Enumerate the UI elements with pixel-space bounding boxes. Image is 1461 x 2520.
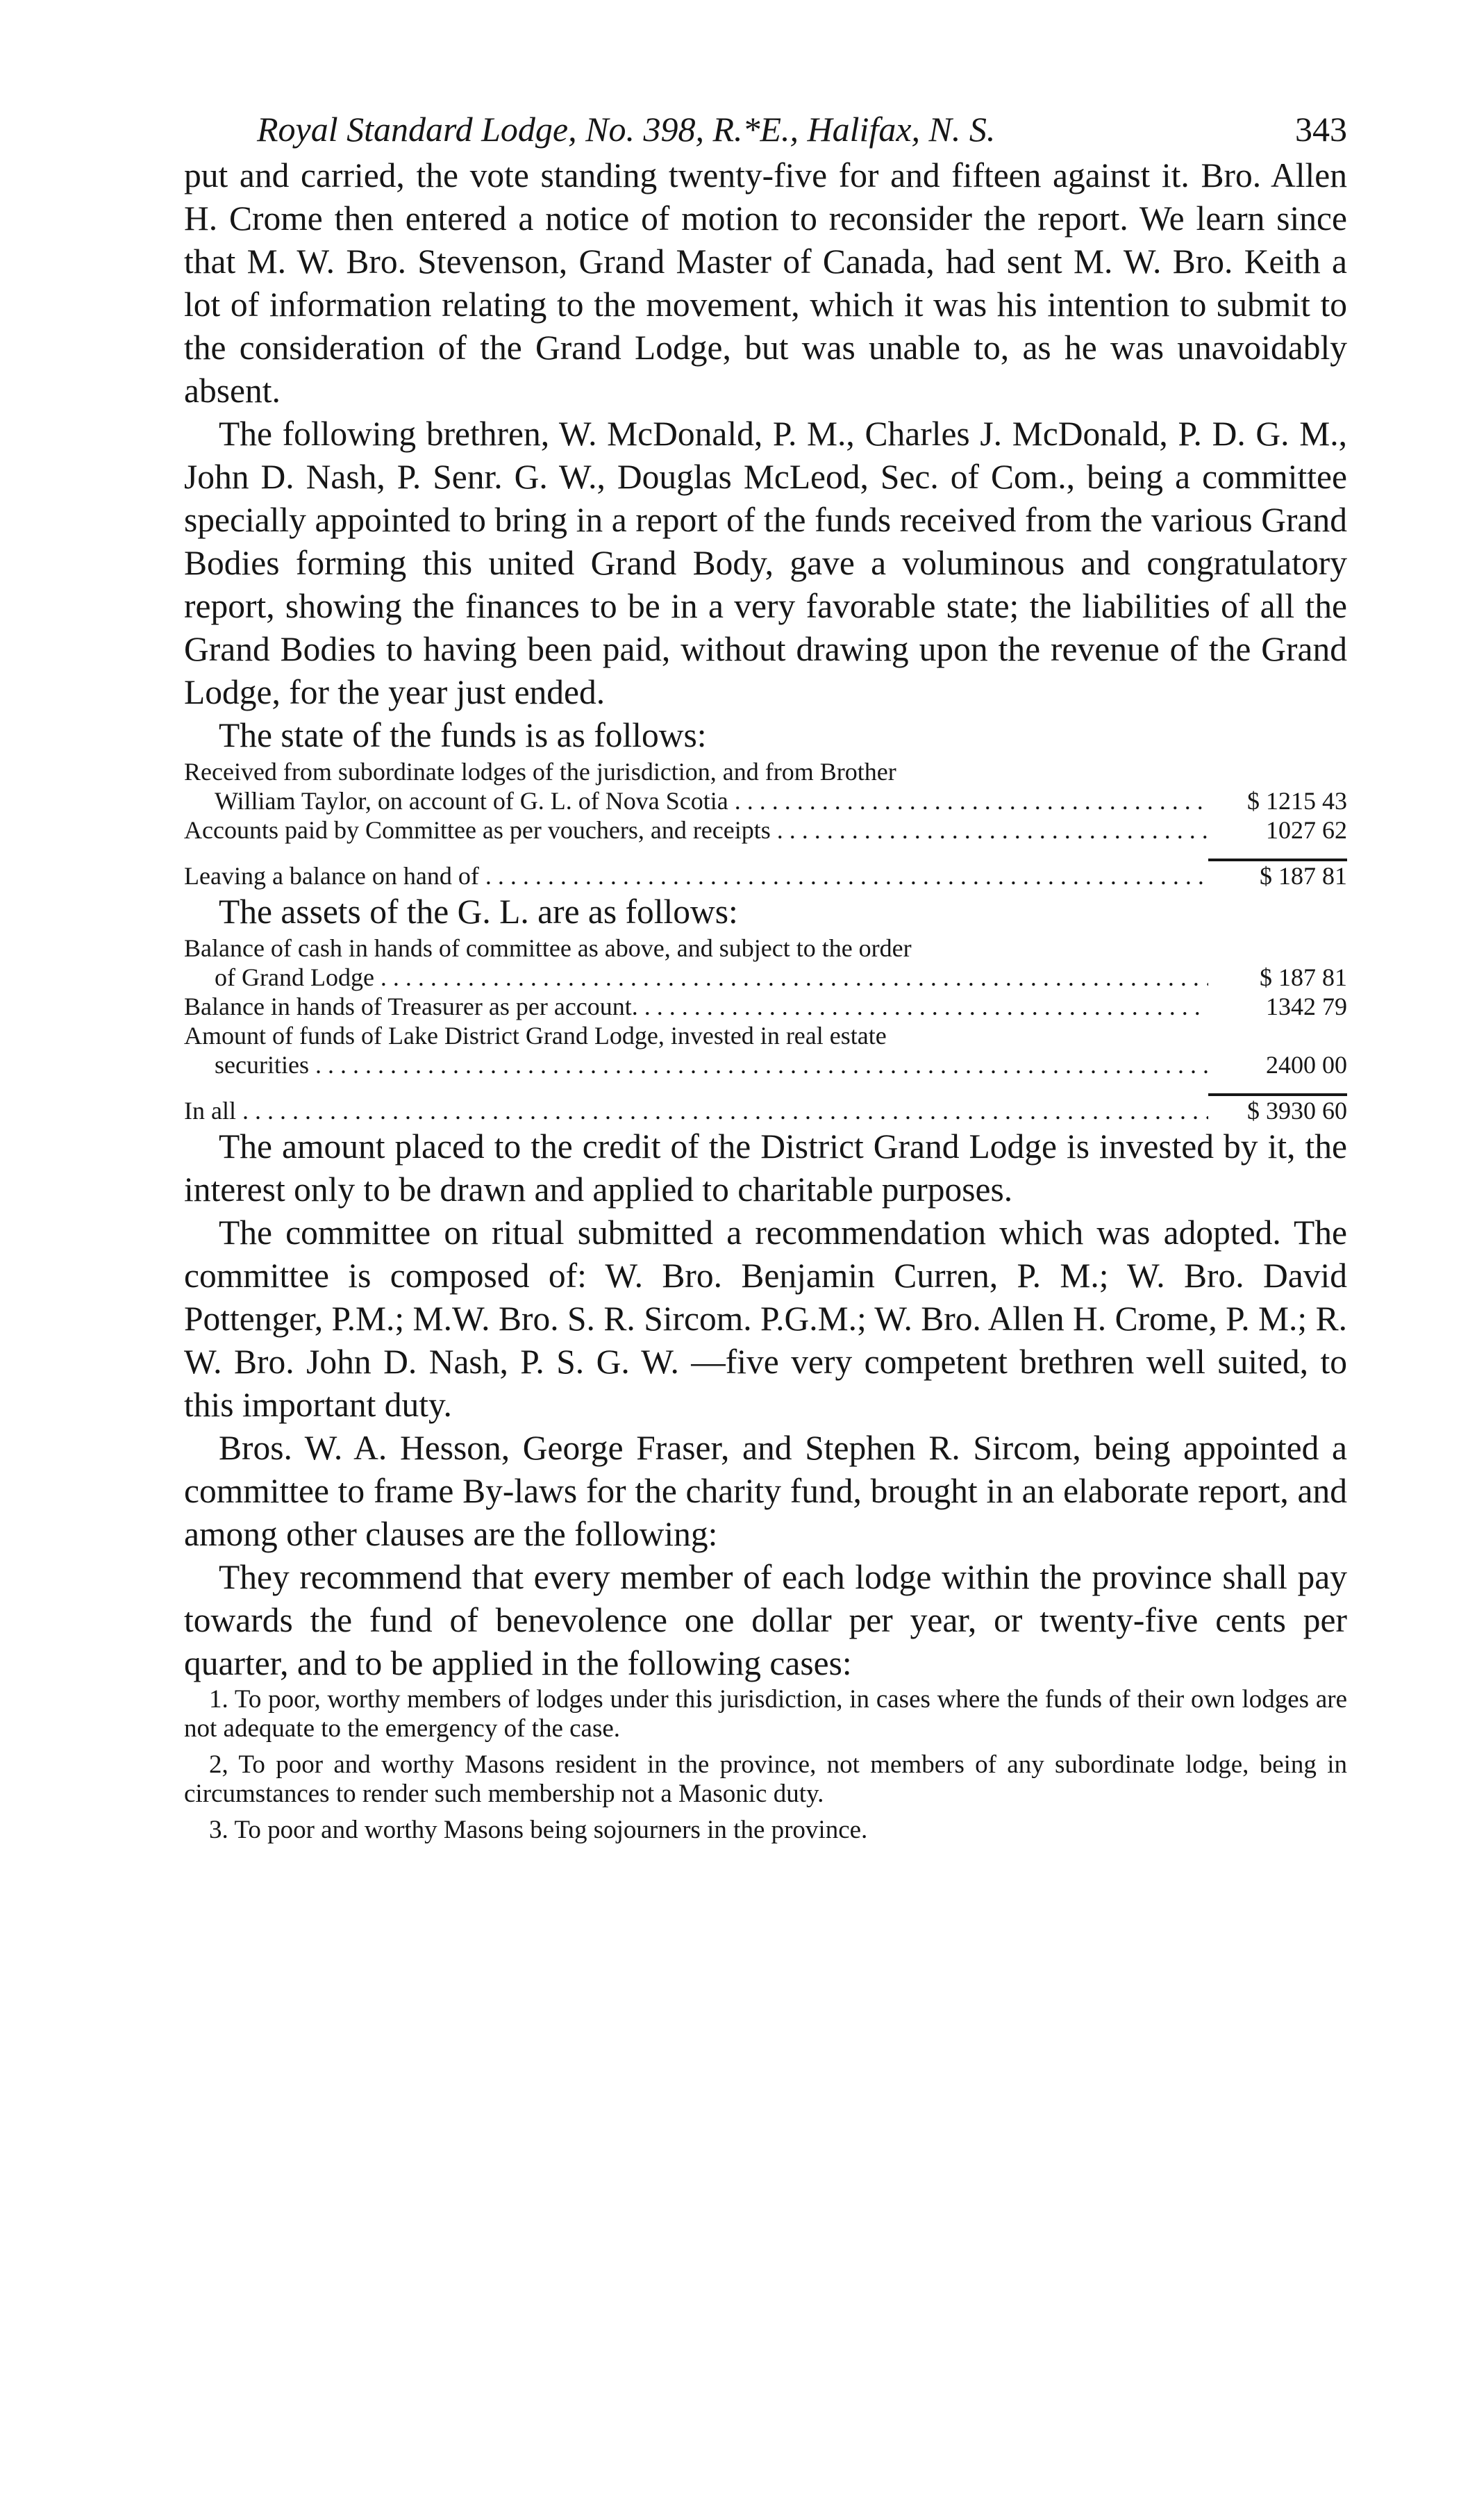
- page-number: 343: [1295, 110, 1347, 149]
- funds-paid-label: Accounts paid by Committee as per vouchers, and receipts . . .: [184, 815, 1208, 845]
- funds-received-amount: $ 1215 43: [1247, 787, 1347, 815]
- clause-item: 1. To poor, worthy members of lodges under this jurisdiction, in cases where the funds of their own lodges are not adequate to the emergency of the case.: [184, 1685, 1347, 1743]
- assets-total-label: In all . . .: [184, 1096, 1208, 1125]
- paragraph-ritual-committee: The committee on ritual submitted a recommendation which was adopted. The committee is composed of: W. Bro. Benjamin Curren, P. M.; W. Bro. David Pottenger, P.M.; M.W. Bro. S. R. Sircom. P.G.M.; W. Bro. Allen H. Crome, P. M.; R. W. Bro. John D. Nash, P. S. G. W. —five very competent brethren well suited, to this important duty.: [184, 1213, 1347, 1424]
- assets-lake-row: [184, 1050, 1347, 1079]
- assets-cash-label-line1: Balance of cash in hands of committee as above, and subject to the order: [184, 934, 912, 962]
- funds-paid-row: [184, 815, 1347, 845]
- assets-treasurer-amount: 1342 79: [1266, 993, 1347, 1020]
- funds-balance-label: Leaving a balance on hand of . . .: [184, 861, 1208, 890]
- paragraph-district-grand-lodge: The amount placed to the credit of the District Grand Lodge is invested by it, the interest only to be drawn and applied to charitable purposes.: [184, 1127, 1347, 1209]
- funds-balance-row: [184, 859, 1347, 890]
- assets-cash-label-line2: of Grand Lodge . . .: [215, 963, 1208, 992]
- funds-ledger: [184, 757, 1347, 890]
- assets-total-row: [184, 1093, 1347, 1125]
- assets-cash-amount: $ 187 81: [1260, 963, 1347, 991]
- funds-balance-amount: $ 187 81: [1208, 859, 1347, 890]
- assets-lake-amount: 2400 00: [1266, 1051, 1347, 1079]
- assets-treasurer-label: Balance in hands of Treasurer as per account. . . .: [184, 992, 1208, 1021]
- charity-clauses: [184, 1685, 1347, 1845]
- paragraph-vote: put and carried, the vote standing twenty-five for and fifteen against it. Bro. Allen H. Crome then entered a notice of motion to reconsider the report. We learn since that M. W. Bro. Stevenson, Grand Master of Canada, had sent M. W. Bro. Keith a lot of information relating to the movement, which it was his intention to submit to the consideration of the Grand Lodge, but was unable to, as he was unavoidably absent.: [184, 156, 1347, 410]
- clause-item: 2, To poor and worthy Masons resident in the province, not members of any subordinate lodge, being in circumstances to render such membership not a Masonic duty.: [184, 1750, 1347, 1808]
- funds-received-label-line1: Received from subordinate lodges of the jurisdiction, and from Brother: [184, 758, 896, 786]
- assets-treasurer-row: [184, 992, 1347, 1021]
- paragraph-assets: The assets of the G. L. are as follows:: [219, 893, 738, 931]
- clause-item: 3. To poor and worthy Masons being sojourners in the province.: [209, 1816, 868, 1844]
- assets-total-amount: $ 3930 60: [1208, 1093, 1347, 1125]
- paragraph-state-of-funds: The state of the funds is as follows:: [219, 716, 707, 754]
- running-header: [184, 104, 1347, 154]
- assets-ledger: [184, 934, 1347, 1125]
- paragraph-bylaws-committee: Bros. W. A. Hesson, George Fraser, and Stephen R. Sircom, being appointed a committee to frame By-laws for the charity fund, brought in an elaborate report, and among other clauses are the following:: [184, 1429, 1347, 1553]
- paragraph-benevolence-fund: They recommend that every member of each lodge within the province shall pay towards the fund of benevolence one dollar per year, or twenty-five cents per quarter, and to be applied in the following cases:: [184, 1558, 1347, 1682]
- paragraph-committee-funds: The following brethren, W. McDonald, P. M., Charles J. McDonald, P. D. G. M., John D. Nash, P. Senr. G. W., Douglas McLeod, Sec. of Com., being a committee specially appointed to bring in a report of the funds received from the various Grand Bodies forming this united Grand Body, gave a voluminous and congratulatory report, showing the finances to be in a very favorable state; the liabilities of all the Grand Bodies to having been paid, without drawing upon the revenue of the Grand Lodge, for the year just ended.: [184, 415, 1347, 711]
- funds-paid-amount: 1027 62: [1266, 816, 1347, 844]
- assets-cash-row: [184, 963, 1347, 992]
- assets-lake-label-line2: securities . . .: [215, 1050, 1208, 1079]
- funds-received-row: [184, 786, 1347, 815]
- funds-received-label-line2: William Taylor, on account of G. L. of Nova Scotia . . .: [215, 786, 1208, 815]
- book-page: [184, 104, 1347, 1852]
- running-title: Royal Standard Lodge, No. 398, R.*E., Halifax, N. S.: [257, 110, 996, 149]
- assets-lake-label-line1: Amount of funds of Lake District Grand Lodge, invested in real estate: [184, 1022, 887, 1050]
